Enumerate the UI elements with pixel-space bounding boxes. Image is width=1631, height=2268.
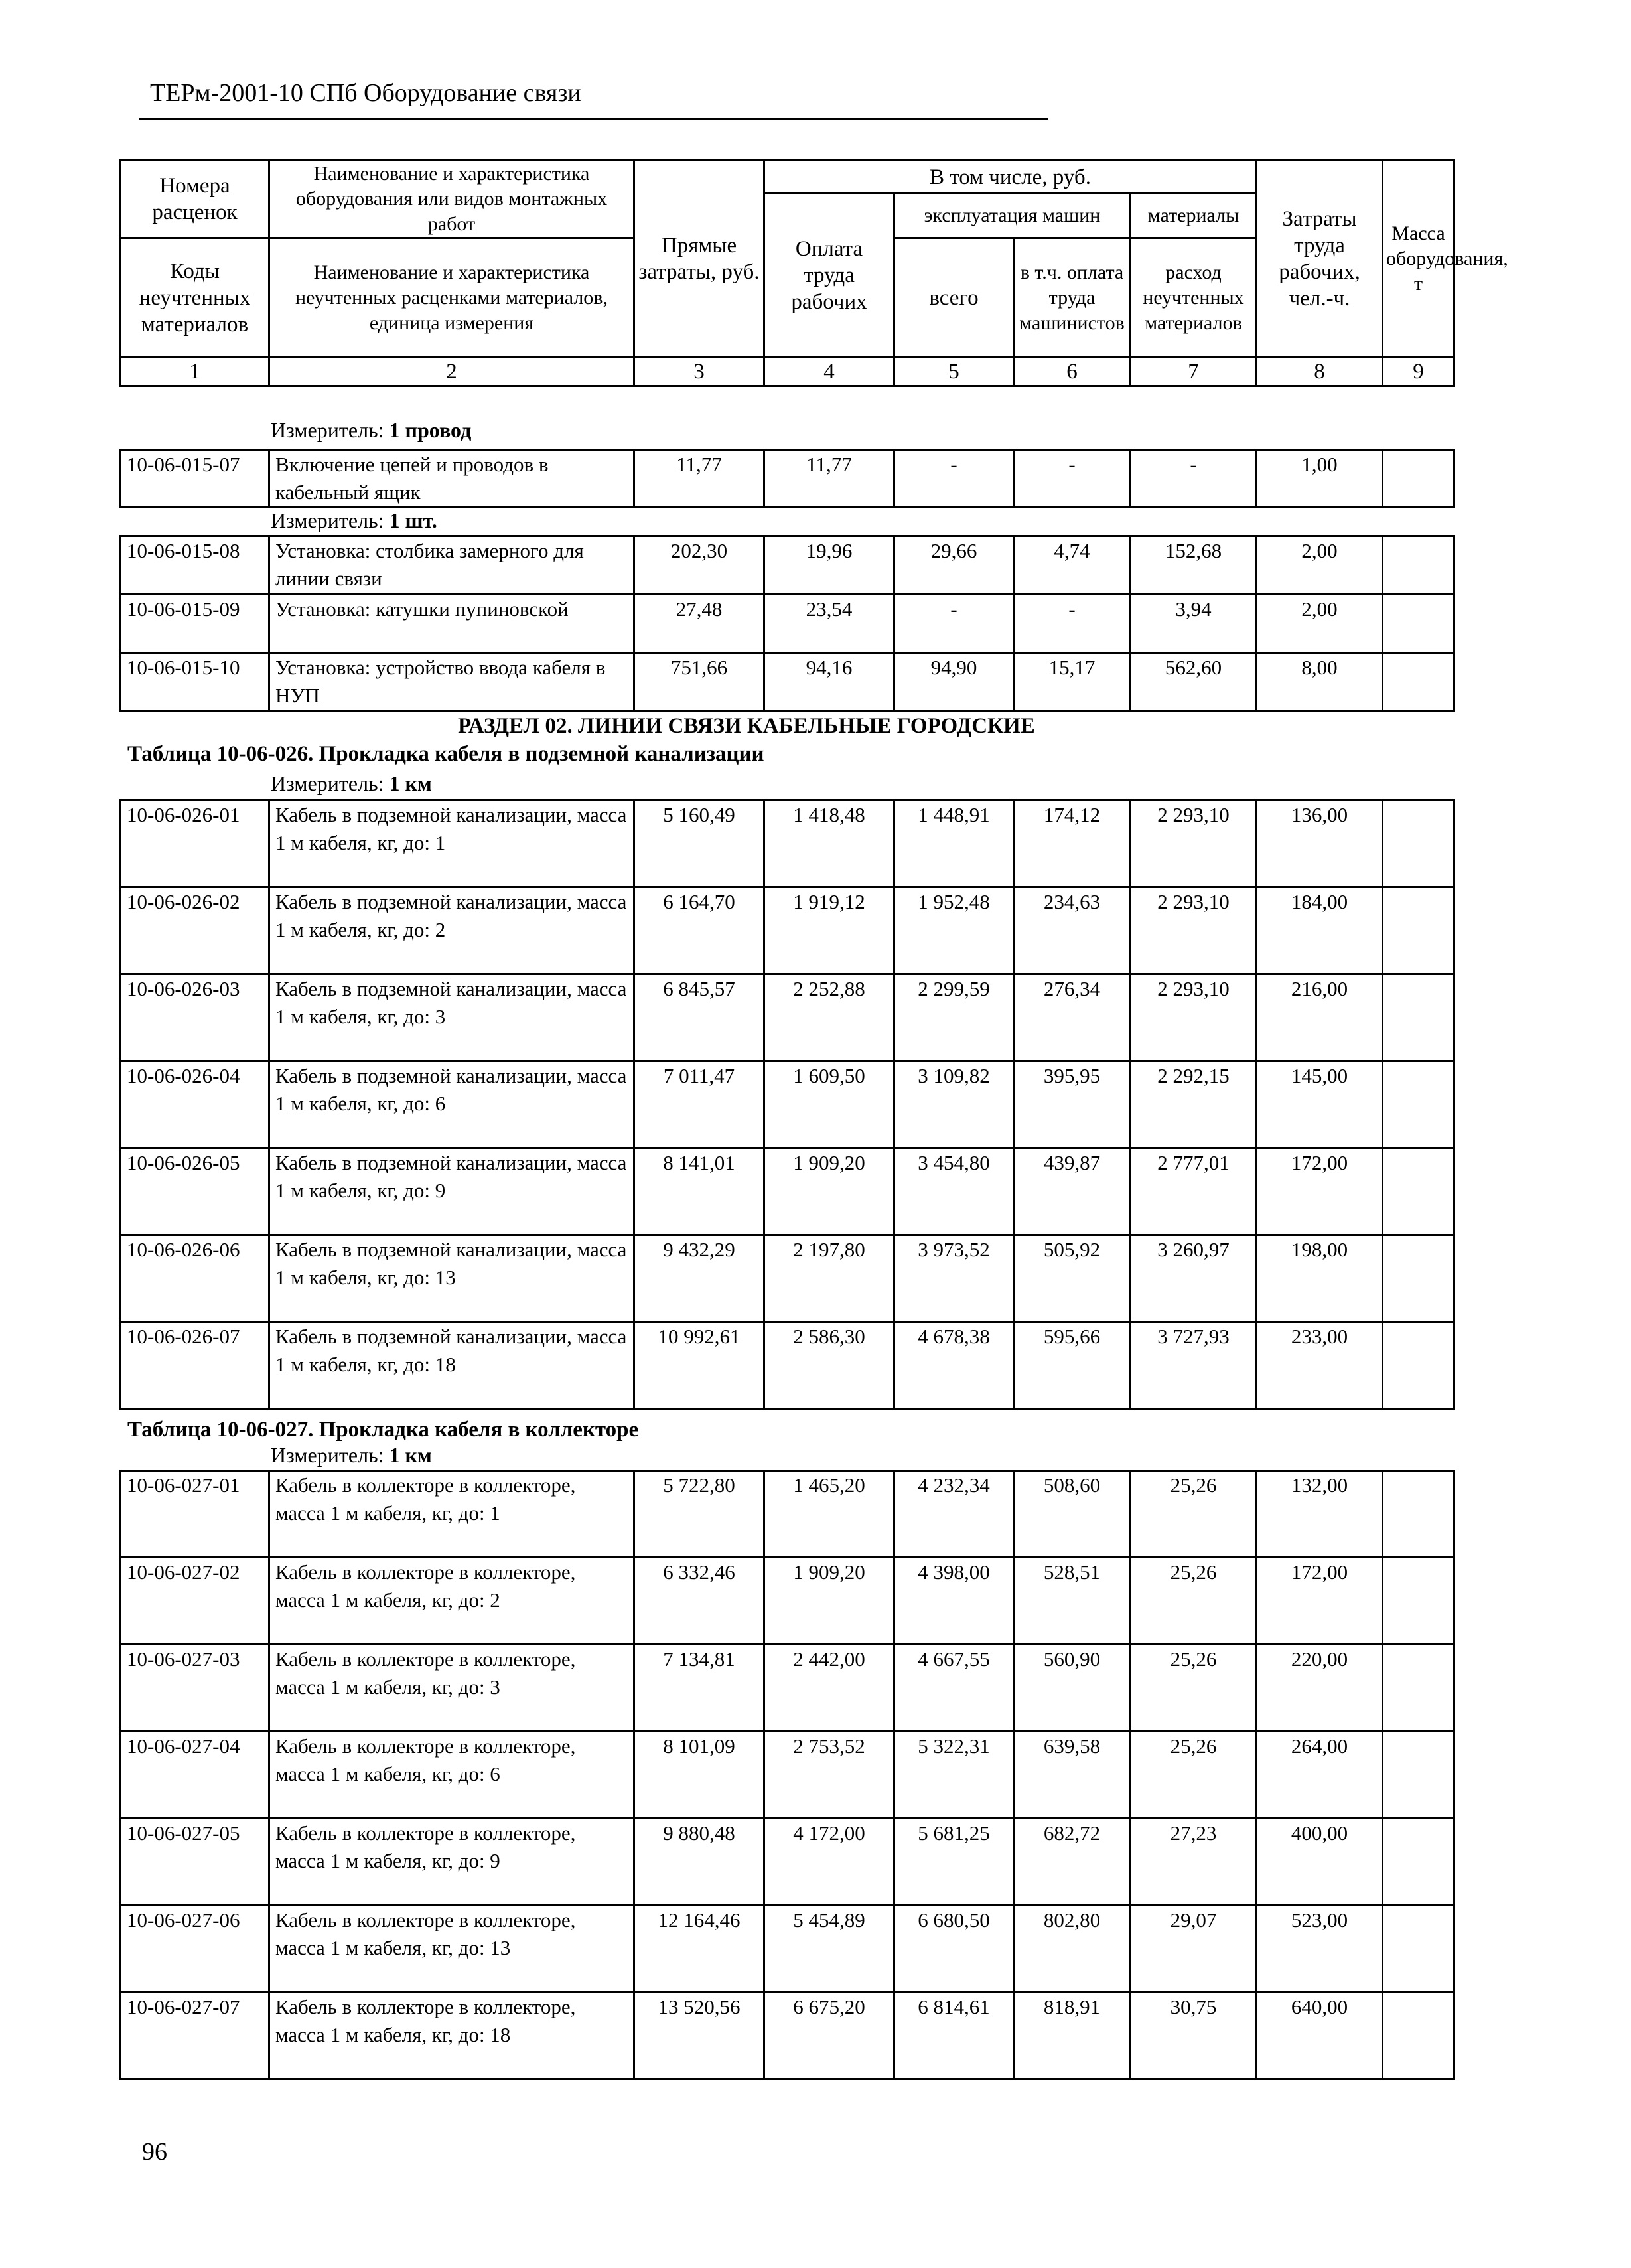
table-title: Таблица 10-06-027. Прокладка кабеля в коллекторе [127,1418,639,1442]
rate-name: Кабель в подземной канализации, масса 1 м кабеля, кг, до: 9 [269,1148,634,1235]
labor-hours: 184,00 [1257,887,1383,974]
machinist-pay: 818,91 [1014,1993,1131,2079]
table-015-part2 [119,535,1455,712]
machinist-pay: 276,34 [1014,974,1131,1061]
direct-cost: 202,30 [634,536,764,595]
meter-label: Измеритель: 1 км [271,771,432,795]
labor-hours: 145,00 [1257,1061,1383,1148]
direct-cost: 7 011,47 [634,1061,764,1148]
direct-cost: 27,48 [634,595,764,653]
mass [1383,1061,1454,1148]
meter-label: Измеритель: 1 км [271,1443,432,1467]
rate-name: Кабель в подземной канализации, масса 1 м кабеля, кг, до: 18 [269,1322,634,1409]
labor-pay: 2 753,52 [764,1732,894,1819]
materials: 25,26 [1131,1558,1257,1645]
labor-hours: 640,00 [1257,1993,1383,2079]
machines-total: 3 973,52 [894,1235,1014,1322]
direct-cost: 11,77 [634,450,764,508]
header-unaccounted-materials: расход неучтенных материалов [1131,238,1257,358]
rate-code: 10-06-026-01 [121,800,269,887]
rate-code: 10-06-026-03 [121,974,269,1061]
direct-cost: 9 880,48 [634,1819,764,1906]
table-row [121,800,1454,887]
machinist-pay: 4,74 [1014,536,1131,595]
rate-code: 10-06-015-10 [121,653,269,712]
table-row [121,1906,1454,1993]
labor-hours: 136,00 [1257,800,1383,887]
direct-cost: 9 432,29 [634,1235,764,1322]
rate-code: 10-06-027-06 [121,1906,269,1993]
machinist-pay: 505,92 [1014,1235,1131,1322]
labor-pay: 5 454,89 [764,1906,894,1993]
section-title: РАЗДЕЛ 02. ЛИНИИ СВЯЗИ КАБЕЛЬНЫЕ ГОРОДСКИЕ [458,714,1035,738]
materials: 25,26 [1131,1471,1257,1558]
machinist-pay: 802,80 [1014,1906,1131,1993]
mass [1383,1819,1454,1906]
machinist-pay: 595,66 [1014,1322,1131,1409]
direct-cost: 6 164,70 [634,887,764,974]
rate-name: Включение цепей и проводов в кабельный ящик [269,450,634,508]
materials: - [1131,450,1257,508]
direct-cost: 7 134,81 [634,1645,764,1732]
page-header: ТЕРм-2001-10 СПб Оборудование связи [150,79,581,107]
mass [1383,1235,1454,1322]
labor-pay: 4 172,00 [764,1819,894,1906]
column-number: 7 [1131,358,1257,386]
machines-total: 6 680,50 [894,1906,1014,1993]
header-name-bottom: Наименование и характеристика неучтенных расценками материалов, единица измерения [269,238,634,358]
rate-name: Кабель в коллекторе в коллекторе, масса 1 м кабеля, кг, до: 6 [269,1732,634,1819]
header-machines-total: всего [894,238,1014,358]
machines-total: 4 667,55 [894,1645,1014,1732]
direct-cost: 12 164,46 [634,1906,764,1993]
materials: 29,07 [1131,1906,1257,1993]
mass [1383,1322,1454,1409]
labor-hours: 2,00 [1257,595,1383,653]
mass [1383,1471,1454,1558]
machines-total: 3 109,82 [894,1061,1014,1148]
mass [1383,595,1454,653]
machines-total: 6 814,61 [894,1993,1014,2079]
materials: 3,94 [1131,595,1257,653]
table-026 [119,799,1455,1410]
rate-code: 10-06-015-08 [121,536,269,595]
materials: 2 293,10 [1131,974,1257,1061]
labor-pay: 19,96 [764,536,894,595]
mass [1383,1645,1454,1732]
column-number: 1 [121,358,269,386]
materials: 2 293,10 [1131,800,1257,887]
table-row [121,1558,1454,1645]
mass [1383,800,1454,887]
header-codes-top: Номера расценок [121,161,269,238]
machinist-pay: 508,60 [1014,1471,1131,1558]
table-row [121,1061,1454,1148]
labor-pay: 1 418,48 [764,800,894,887]
table-row [121,1471,1454,1558]
materials: 3 260,97 [1131,1235,1257,1322]
machinist-pay: 439,87 [1014,1148,1131,1235]
table-row [121,1819,1454,1906]
labor-hours: 2,00 [1257,536,1383,595]
machinist-pay: 560,90 [1014,1645,1131,1732]
machines-total: 1 448,91 [894,800,1014,887]
labor-pay: 6 675,20 [764,1993,894,2079]
column-number: 5 [894,358,1014,386]
labor-hours: 132,00 [1257,1471,1383,1558]
materials: 25,26 [1131,1645,1257,1732]
table-row [121,974,1454,1061]
machinist-pay: 395,95 [1014,1061,1131,1148]
table-row [121,1993,1454,2079]
header-labor-hours: Затраты труда рабочих, чел.-ч. [1257,161,1383,358]
header-labor-pay: Оплата труда рабочих [764,194,894,358]
labor-pay: 1 909,20 [764,1148,894,1235]
rate-code: 10-06-015-09 [121,595,269,653]
labor-hours: 264,00 [1257,1732,1383,1819]
labor-hours: 400,00 [1257,1819,1383,1906]
rate-name: Установка: устройство ввода кабеля в НУП [269,653,634,712]
materials: 562,60 [1131,653,1257,712]
direct-cost: 6 332,46 [634,1558,764,1645]
column-number: 3 [634,358,764,386]
materials: 3 727,93 [1131,1322,1257,1409]
header-direct-costs: Прямые затраты, руб. [634,161,764,358]
meter-label: Измеритель: 1 провод [271,418,472,442]
labor-pay: 1 909,20 [764,1558,894,1645]
machines-total: 4 678,38 [894,1322,1014,1409]
labor-hours: 8,00 [1257,653,1383,712]
column-number: 6 [1014,358,1131,386]
machines-total: 4 232,34 [894,1471,1014,1558]
rate-name: Кабель в подземной канализации, масса 1 м кабеля, кг, до: 13 [269,1235,634,1322]
header-mass: Масса оборудования, т [1383,161,1454,358]
rate-name: Кабель в коллекторе в коллекторе, масса 1 м кабеля, кг, до: 18 [269,1993,634,2079]
table-row [121,536,1454,595]
labor-pay: 23,54 [764,595,894,653]
rate-name: Кабель в подземной канализации, масса 1 м кабеля, кг, до: 6 [269,1061,634,1148]
direct-cost: 5 722,80 [634,1471,764,1558]
machinist-pay: - [1014,450,1131,508]
machines-total: 1 952,48 [894,887,1014,974]
machines-total: 4 398,00 [894,1558,1014,1645]
materials: 152,68 [1131,536,1257,595]
table-row [121,887,1454,974]
table-row [121,1322,1454,1409]
rate-code: 10-06-026-06 [121,1235,269,1322]
mass [1383,1993,1454,2079]
rate-code: 10-06-027-02 [121,1558,269,1645]
machines-total: 94,90 [894,653,1014,712]
mass [1383,974,1454,1061]
column-number: 2 [269,358,634,386]
labor-pay: 2 197,80 [764,1235,894,1322]
labor-hours: 216,00 [1257,974,1383,1061]
header-machinist-pay: в т.ч. оплата труда машинистов [1014,238,1131,358]
machinist-pay: 174,12 [1014,800,1131,887]
rate-code: 10-06-027-05 [121,1819,269,1906]
materials: 25,26 [1131,1732,1257,1819]
table-row [121,653,1454,712]
machinist-pay: 639,58 [1014,1732,1131,1819]
labor-pay: 1 919,12 [764,887,894,974]
labor-pay: 1 609,50 [764,1061,894,1148]
table-row [121,1235,1454,1322]
materials: 30,75 [1131,1993,1257,2079]
materials: 27,23 [1131,1819,1257,1906]
column-number: 8 [1257,358,1383,386]
table-015-part1 [119,449,1455,508]
rate-name: Кабель в коллекторе в коллекторе, масса 1 м кабеля, кг, до: 9 [269,1819,634,1906]
labor-hours: 172,00 [1257,1558,1383,1645]
table-row [121,1148,1454,1235]
column-header-table [119,159,1508,387]
table-027 [119,1470,1455,2080]
direct-cost: 8 101,09 [634,1732,764,1819]
machines-total: 3 454,80 [894,1148,1014,1235]
materials: 2 292,15 [1131,1061,1257,1148]
labor-hours: 220,00 [1257,1645,1383,1732]
machinist-pay: 528,51 [1014,1558,1131,1645]
rate-code: 10-06-027-07 [121,1993,269,2079]
machinist-pay: 682,72 [1014,1819,1131,1906]
mass [1383,1906,1454,1993]
labor-hours: 1,00 [1257,450,1383,508]
rate-name: Кабель в коллекторе в коллекторе, масса 1 м кабеля, кг, до: 3 [269,1645,634,1732]
direct-cost: 751,66 [634,653,764,712]
rate-name: Кабель в коллекторе в коллекторе, масса 1 м кабеля, кг, до: 2 [269,1558,634,1645]
rate-code: 10-06-026-04 [121,1061,269,1148]
rate-name: Кабель в подземной канализации, масса 1 м кабеля, кг, до: 2 [269,887,634,974]
rate-code: 10-06-026-02 [121,887,269,974]
labor-pay: 1 465,20 [764,1471,894,1558]
table-row [121,1645,1454,1732]
rate-name: Кабель в коллекторе в коллекторе, масса 1 м кабеля, кг, до: 13 [269,1906,634,1993]
meter-label: Измеритель: 1 шт. [271,508,437,532]
table-row [121,1732,1454,1819]
machines-total: - [894,595,1014,653]
rate-name: Установка: катушки пупиновской [269,595,634,653]
machines-total: 5 322,31 [894,1732,1014,1819]
mass [1383,1148,1454,1235]
machinist-pay: - [1014,595,1131,653]
labor-pay: 2 252,88 [764,974,894,1061]
mass [1383,653,1454,712]
mass [1383,1558,1454,1645]
labor-hours: 172,00 [1257,1148,1383,1235]
rate-code: 10-06-027-01 [121,1471,269,1558]
table-title: Таблица 10-06-026. Прокладка кабеля в подземной канализации [127,742,764,766]
rate-name: Кабель в подземной канализации, масса 1 м кабеля, кг, до: 3 [269,974,634,1061]
page-number: 96 [142,2138,167,2166]
rate-name: Установка: столбика замерного для линии связи [269,536,634,595]
rate-code: 10-06-015-07 [121,450,269,508]
mass [1383,450,1454,508]
header-machines: эксплуатация машин [894,194,1131,238]
direct-cost: 13 520,56 [634,1993,764,2079]
header-name-top: Наименование и характеристика оборудования или видов монтажных работ [269,161,634,238]
header-materials: материалы [1131,194,1257,238]
column-number: 4 [764,358,894,386]
direct-cost: 6 845,57 [634,974,764,1061]
column-number: 9 [1383,358,1454,386]
labor-pay: 11,77 [764,450,894,508]
header-rule [139,118,1048,120]
labor-hours: 523,00 [1257,1906,1383,1993]
rate-name: Кабель в коллекторе в коллекторе, масса 1 м кабеля, кг, до: 1 [269,1471,634,1558]
header-including: В том числе, руб. [764,161,1257,194]
machines-total: 5 681,25 [894,1819,1014,1906]
rate-code: 10-06-026-05 [121,1148,269,1235]
mass [1383,1732,1454,1819]
machines-total: 2 299,59 [894,974,1014,1061]
labor-pay: 2 586,30 [764,1322,894,1409]
rate-code: 10-06-027-04 [121,1732,269,1819]
machines-total: 29,66 [894,536,1014,595]
materials: 2 293,10 [1131,887,1257,974]
labor-hours: 198,00 [1257,1235,1383,1322]
direct-cost: 5 160,49 [634,800,764,887]
machinist-pay: 15,17 [1014,653,1131,712]
rate-code: 10-06-026-07 [121,1322,269,1409]
table-row [121,595,1454,653]
labor-pay: 2 442,00 [764,1645,894,1732]
table-row [121,450,1454,508]
mass [1383,887,1454,974]
direct-cost: 10 992,61 [634,1322,764,1409]
machinist-pay: 234,63 [1014,887,1131,974]
rate-name: Кабель в подземной канализации, масса 1 м кабеля, кг, до: 1 [269,800,634,887]
labor-hours: 233,00 [1257,1322,1383,1409]
mass [1383,536,1454,595]
rate-code: 10-06-027-03 [121,1645,269,1732]
direct-cost: 8 141,01 [634,1148,764,1235]
materials: 2 777,01 [1131,1148,1257,1235]
labor-pay: 94,16 [764,653,894,712]
machines-total: - [894,450,1014,508]
header-codes-bottom: Коды неучтенных материалов [121,238,269,358]
